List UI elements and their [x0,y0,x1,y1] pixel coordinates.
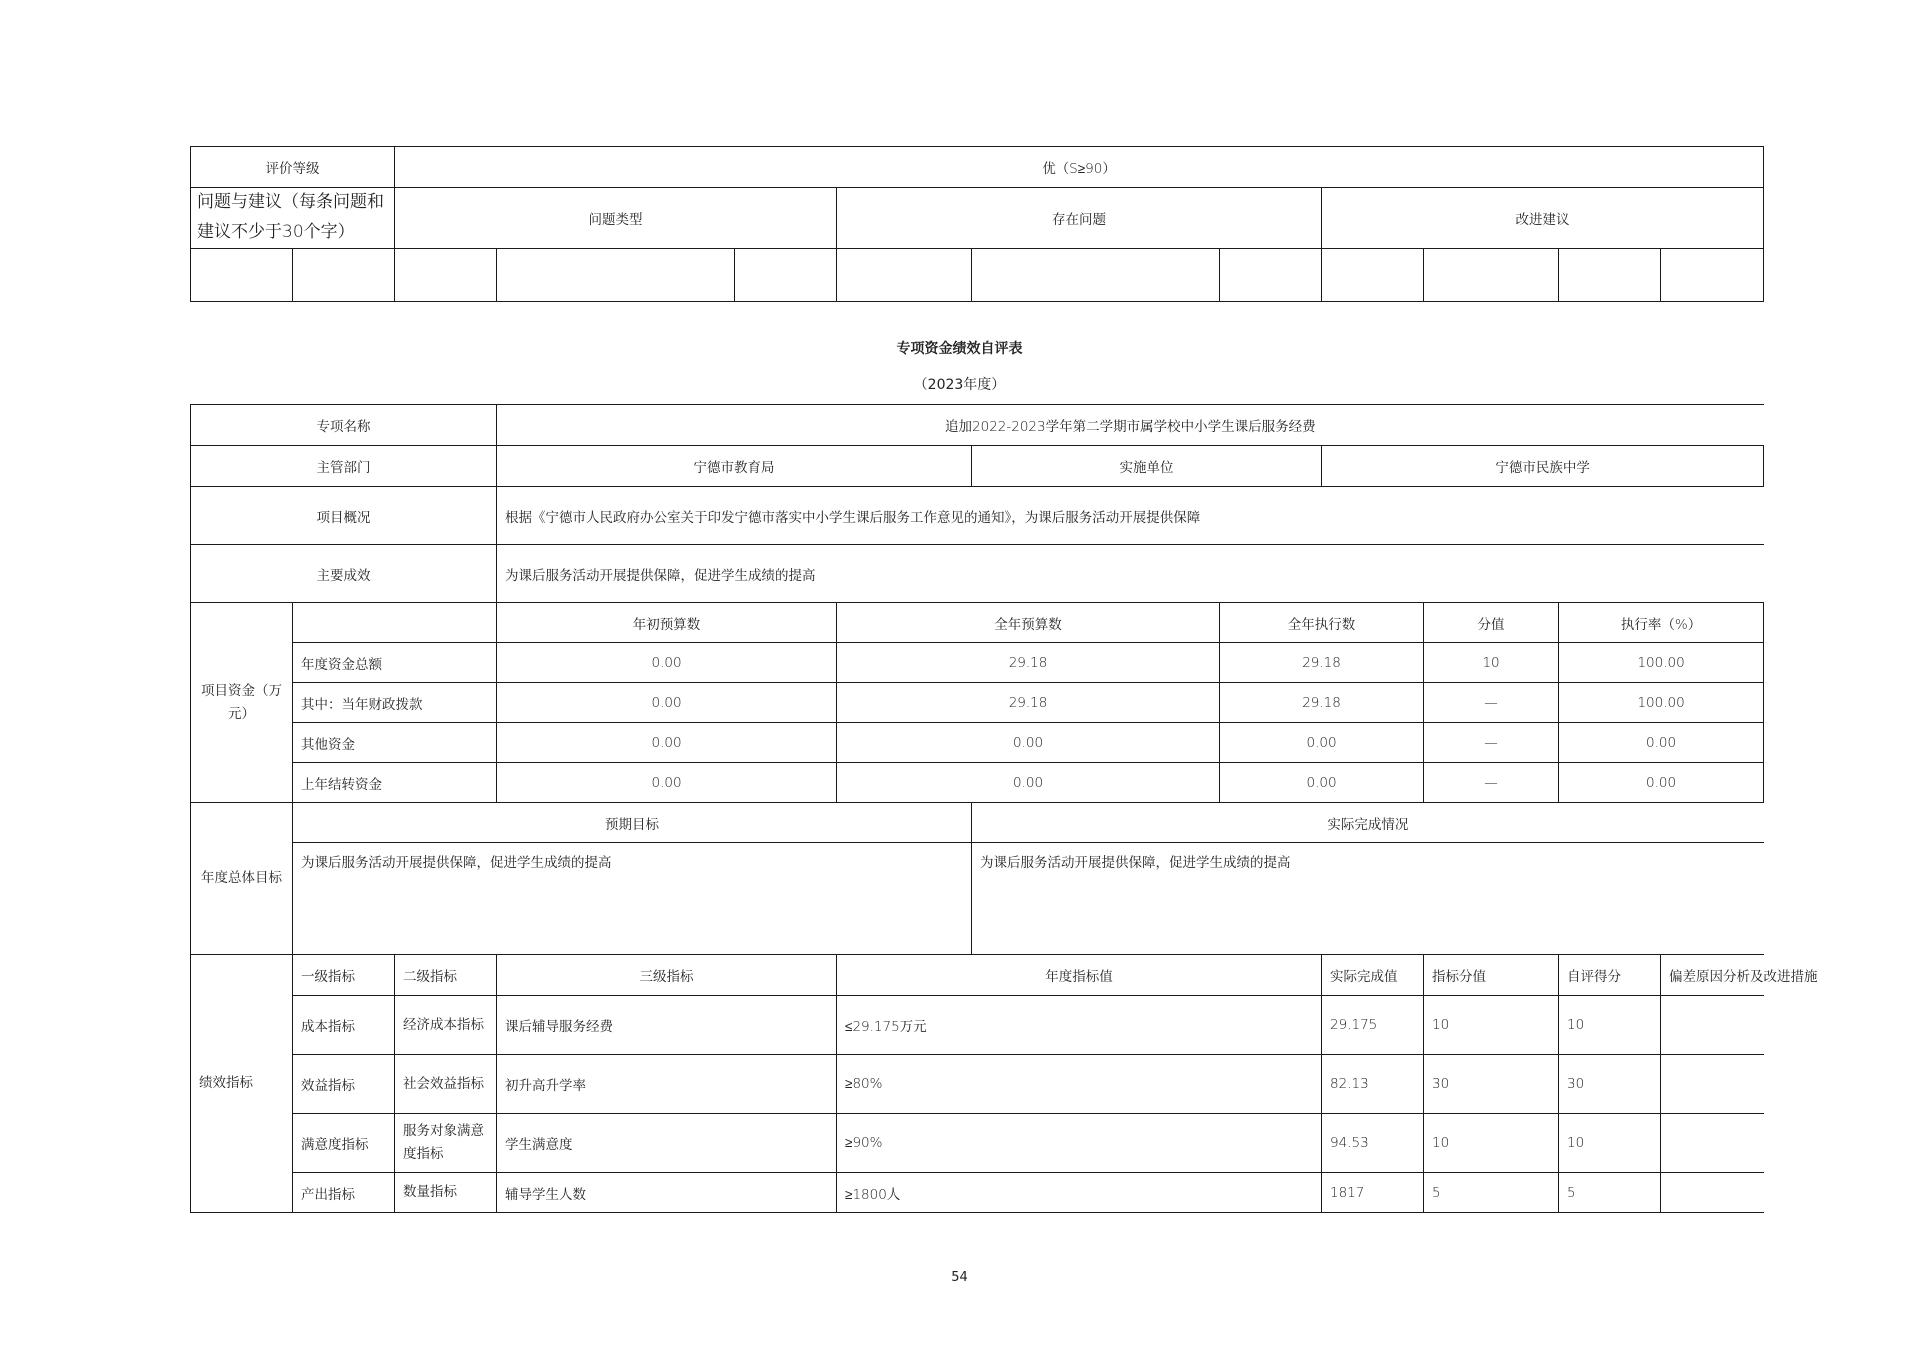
issue-type-header: 问题类型 [395,188,837,249]
document-subtitle: （2023年度） [913,377,1006,393]
blank-cell [395,248,497,301]
indicator-header: 年度指标值 [837,955,1322,996]
page-number: 54 [951,1270,968,1285]
indicator-l2: 数量指标 [395,1173,497,1213]
funds-row-name: 上年结转资金 [293,763,497,803]
indicator-l3: 辅导学生人数 [497,1173,837,1213]
indicator-l2: 经济成本指标 [395,996,497,1055]
expected-text: 为课后服务活动开展提供保障，促进学生成绩的提高 [293,843,972,955]
indicator-header: 三级指标 [497,955,837,996]
funds-cell: — [1424,723,1559,763]
blank-cell [497,248,735,301]
indicator-target: ≥90% [837,1114,1322,1173]
overview-value: 根据《宁德市人民政府办公室关于印发宁德市落实中小学生课后服务工作意见的通知》，为课后服务活动开展提供保障 [497,487,1764,545]
existing-problem-header: 存在问题 [837,188,1322,249]
project-name-value: 追加2022-2023学年第二学期市属学校中小学生课后服务经费 [497,405,1764,446]
indicator-score: 10 [1559,996,1661,1055]
document-title: 专项资金绩效自评表 [896,341,1023,357]
funds-row-name: 其中：当年财政拨款 [293,683,497,723]
blank-cell [1661,248,1764,301]
self-evaluation-table [190,404,1818,1213]
blank-cell [1424,248,1559,301]
indicator-target: ≥80% [837,1055,1322,1114]
indicator-actual: 1817 [1322,1173,1424,1213]
indicator-l2: 社会效益指标 [395,1055,497,1114]
funds-cell: — [1424,763,1559,803]
funds-header: 全年执行数 [1220,603,1424,643]
indicator-actual: 82.13 [1322,1055,1424,1114]
indicator-target: ≤29.175万元 [837,996,1322,1055]
indicator-actual: 94.53 [1322,1114,1424,1173]
funds-corner [293,603,497,643]
funds-cell: 100.00 [1559,683,1764,723]
indicator-header: 二级指标 [395,955,497,996]
grade-value: 优（S≥90） [395,147,1764,188]
unit-label: 实施单位 [972,446,1322,487]
indicator-l3: 课后辅导服务经费 [497,996,837,1055]
indicator-score: 5 [1559,1173,1661,1213]
indicator-score: 30 [1559,1055,1661,1114]
funds-cell: 10 [1424,643,1559,683]
issues-label: 问题与建议（每条问题和建议不少于30个字） [191,188,395,249]
indicator-l3: 初升高升学率 [497,1055,837,1114]
indicator-weight: 10 [1424,1114,1559,1173]
indicator-note [1661,996,1764,1055]
indicator-note [1661,1114,1764,1173]
blank-cell [1220,248,1322,301]
evaluation-table [190,146,1764,302]
unit-value: 宁德市民族中学 [1322,446,1764,487]
funds-header: 分值 [1424,603,1559,643]
results-value: 为课后服务活动开展提供保障，促进学生成绩的提高 [497,545,1764,603]
funds-row-name: 其他资金 [293,723,497,763]
grade-label: 评价等级 [191,147,395,188]
indicator-l1: 成本指标 [293,996,395,1055]
blank-cell [293,248,395,301]
funds-header: 年初预算数 [497,603,837,643]
funds-header: 全年预算数 [837,603,1220,643]
goals-label: 年度总体目标 [191,803,293,955]
indicator-header: 一级指标 [293,955,395,996]
blank-cell [972,248,1220,301]
indicator-l1: 满意度指标 [293,1114,395,1173]
indicator-weight: 5 [1424,1173,1559,1213]
funds-label: 项目资金（万元） [191,603,293,803]
indicator-l1: 效益指标 [293,1055,395,1114]
funds-row-name: 年度资金总额 [293,643,497,683]
indicator-actual: 29.175 [1322,996,1424,1055]
funds-cell: — [1424,683,1559,723]
funds-cell: 0.00 [497,763,837,803]
results-label: 主要成效 [191,545,497,603]
indicator-note [1661,1173,1764,1213]
blank-cell [191,248,293,301]
suggestion-header: 改进建议 [1322,188,1764,249]
funds-cell: 0.00 [837,723,1220,763]
dept-label: 主管部门 [191,446,497,487]
indicator-target: ≥1800人 [837,1173,1322,1213]
blank-cell [837,248,972,301]
funds-cell: 0.00 [497,683,837,723]
funds-header: 执行率（%） [1559,603,1764,643]
indicator-header: 指标分值 [1424,955,1559,996]
indicators-label: 绩效指标 [191,955,293,1213]
indicator-header: 自评得分 [1559,955,1661,996]
funds-cell: 0.00 [497,643,837,683]
dept-value: 宁德市教育局 [497,446,972,487]
funds-cell: 0.00 [1220,723,1424,763]
funds-cell: 100.00 [1559,643,1764,683]
indicator-l3: 学生满意度 [497,1114,837,1173]
indicator-l2: 服务对象满意度指标 [395,1114,497,1173]
funds-cell: 29.18 [1220,683,1424,723]
funds-cell: 0.00 [497,723,837,763]
funds-cell: 0.00 [1220,763,1424,803]
actual-text: 为课后服务活动开展提供保障，促进学生成绩的提高 [972,843,1764,955]
funds-cell: 0.00 [837,763,1220,803]
blank-cell [1322,248,1424,301]
indicator-note [1661,1055,1764,1114]
funds-cell: 29.18 [1220,643,1424,683]
blank-cell [735,248,837,301]
project-name-label: 专项名称 [191,405,497,446]
indicator-header: 偏差原因分析及改进措施 [1661,955,1764,996]
funds-cell: 0.00 [1559,723,1764,763]
funds-cell: 29.18 [837,643,1220,683]
indicator-weight: 10 [1424,996,1559,1055]
actual-header: 实际完成情况 [972,803,1764,843]
expected-header: 预期目标 [293,803,972,843]
indicator-header: 实际完成值 [1322,955,1424,996]
funds-cell: 0.00 [1559,763,1764,803]
indicator-weight: 30 [1424,1055,1559,1114]
overview-label: 项目概况 [191,487,497,545]
indicator-l1: 产出指标 [293,1173,395,1213]
indicator-score: 10 [1559,1114,1661,1173]
funds-cell: 29.18 [837,683,1220,723]
blank-cell [1559,248,1661,301]
